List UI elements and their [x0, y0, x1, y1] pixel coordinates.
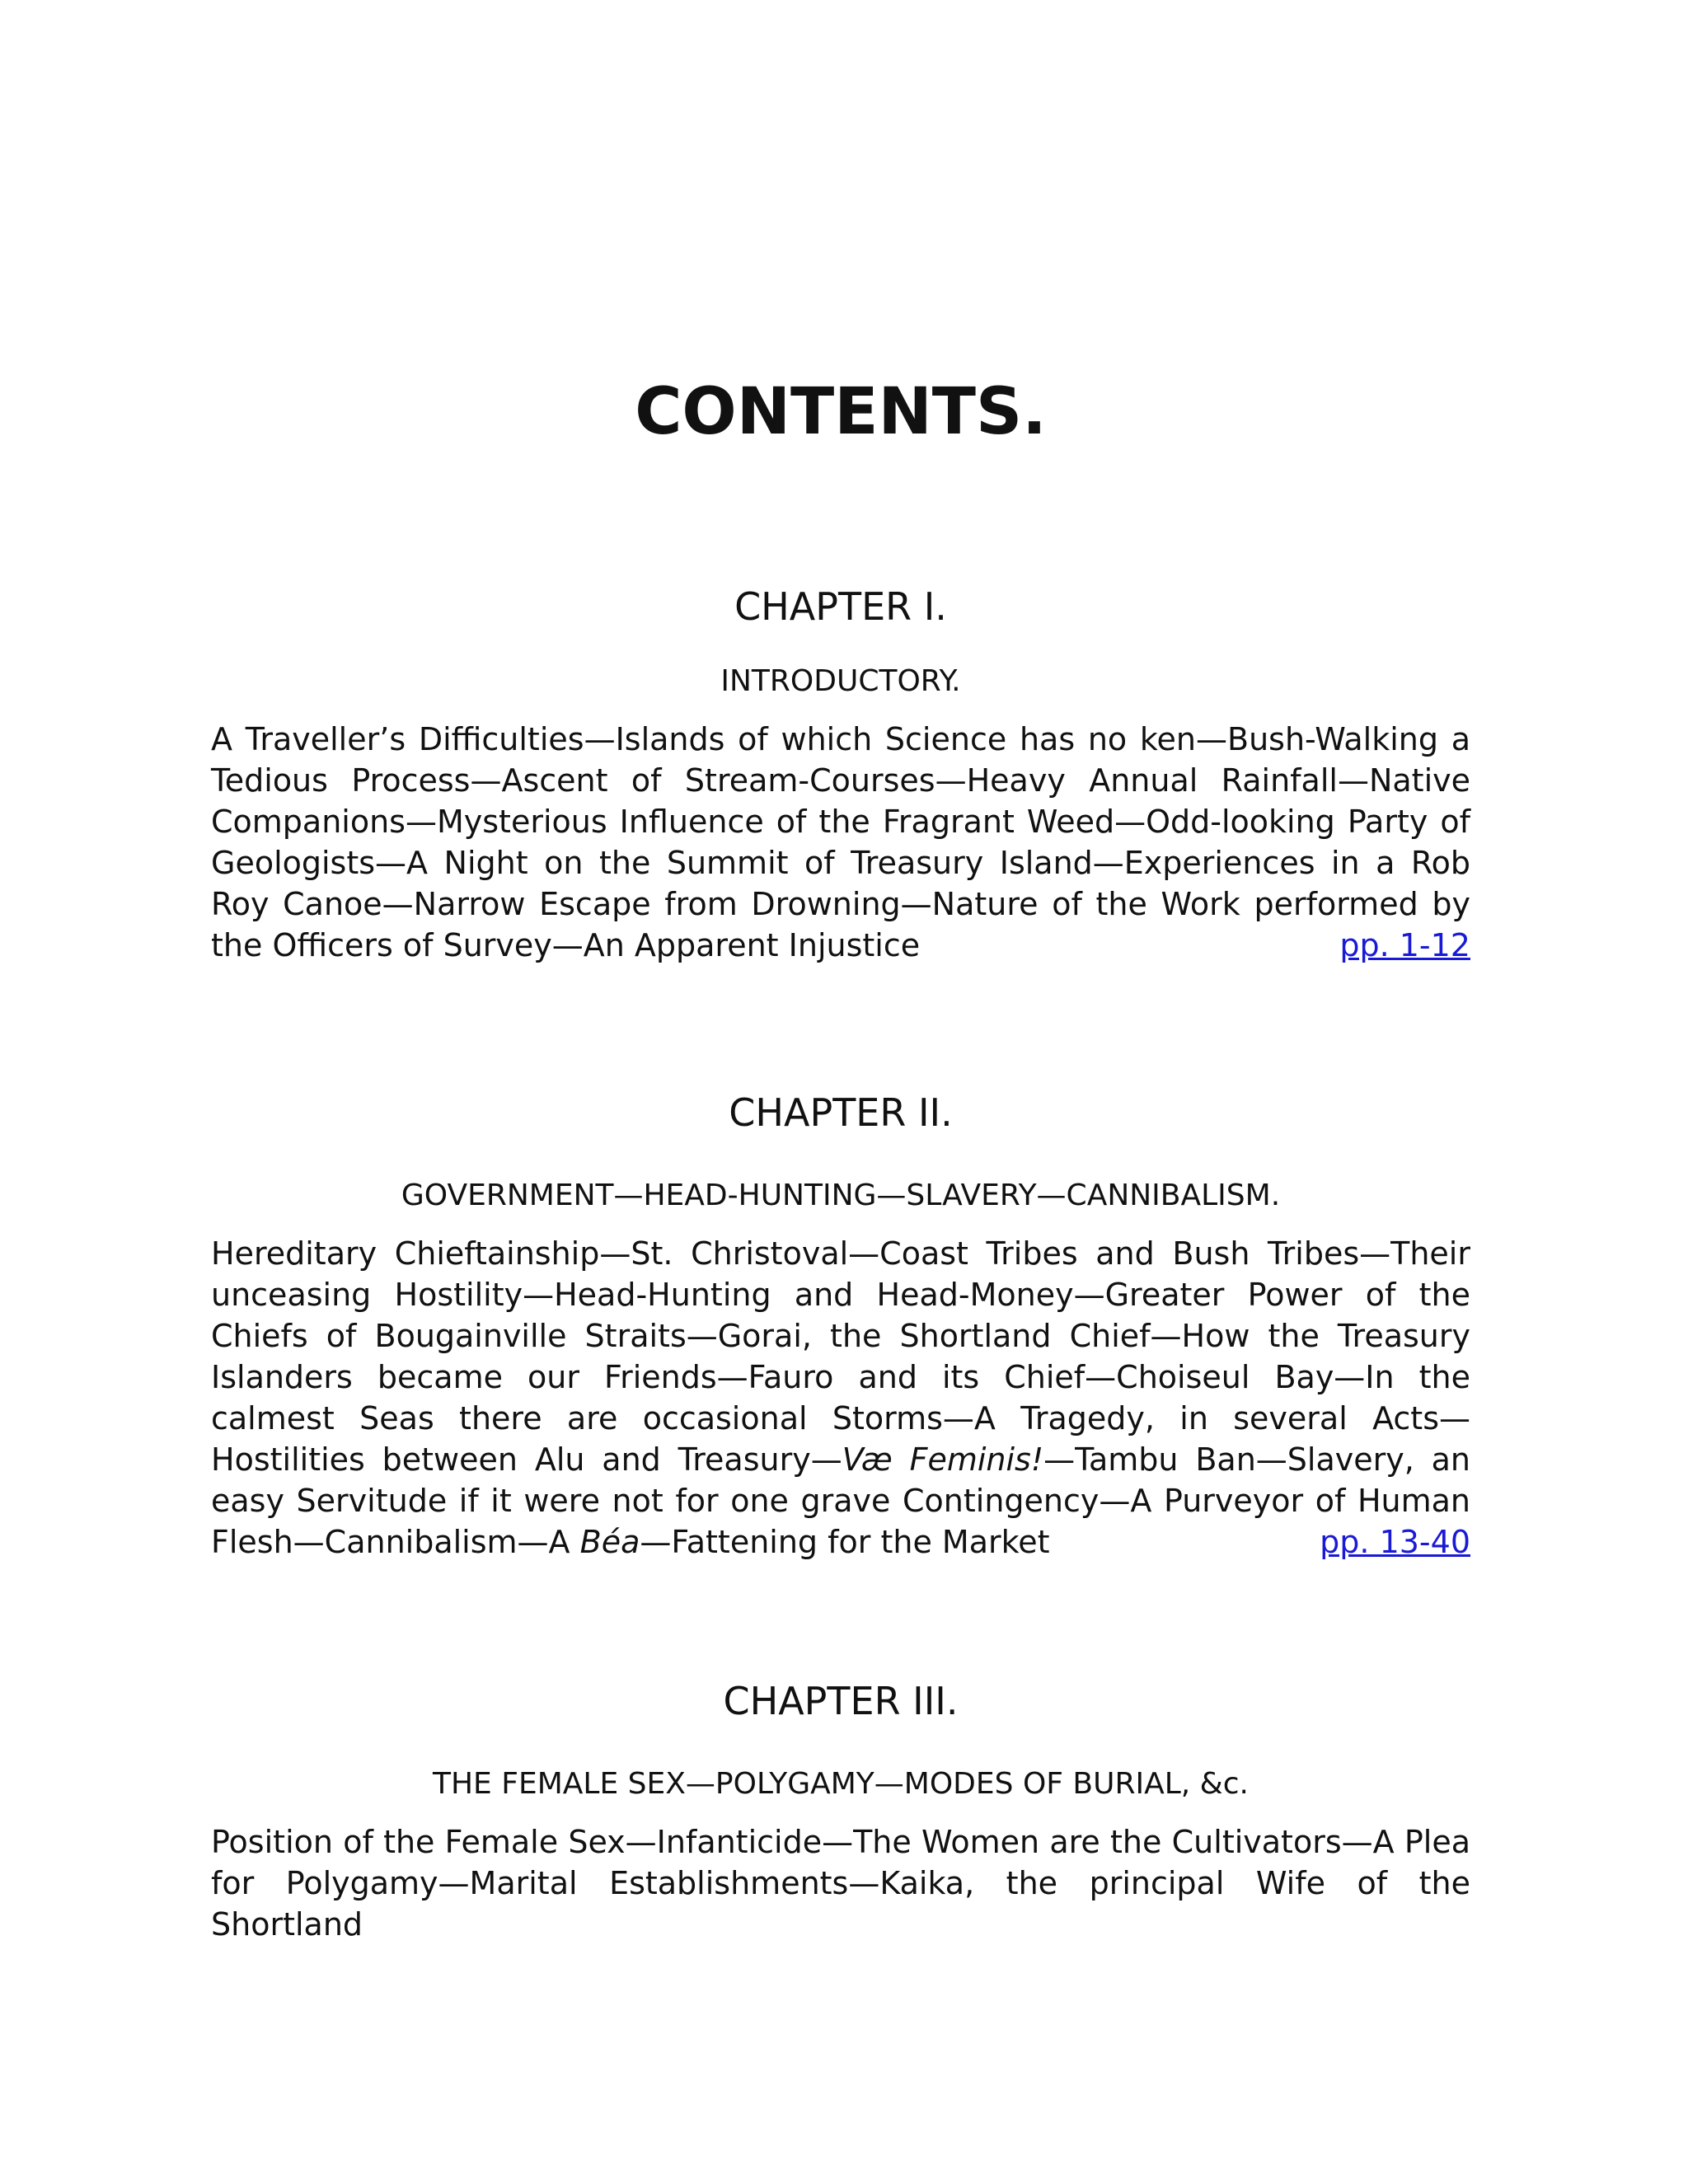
chapter-3 — [211, 1676, 1470, 1945]
page-title: CONTENTS. — [635, 375, 1047, 449]
chapter-heading: CHAPTER II. — [729, 1090, 953, 1135]
chapter-heading: CHAPTER I. — [734, 584, 947, 629]
chapter-subtitle: GOVERNMENT—HEAD-HUNTING—SLAVERY—CANNIBALISM. — [401, 1179, 1281, 1212]
page-range-link[interactable]: pp. 1-12 — [1339, 927, 1470, 963]
chapter-subtitle: INTRODUCTORY. — [720, 664, 961, 698]
chapter-1 — [211, 582, 1470, 966]
summary-italic-text: Væ Feminis! — [842, 1441, 1044, 1478]
summary-text: Hereditary Chieftainship—St. Christoval—Coast Tribes and Bush Tribes—Their unceasing Hostility—Head-Hunting and Head-Money—Greater Power of the Chiefs of Bougainville Straits—Gorai, the Shortland Chief—How the Treasury Islanders became our Friends—Fauro and its Chief—Choiseul Bay—In the calmest Seas there are occasional Storms—A Tragedy, in several Acts—Hostilities between Alu and Treasury— — [211, 1235, 1470, 1478]
summary-text: —Tambu Ban—Slavery, an easy Servitude if it were not for one grave Contingency—A Purveyor of Human Flesh—Cannibalism—A — [211, 1441, 1471, 1560]
summary-italic-text: Béa — [579, 1524, 640, 1560]
chapter-subtitle: THE FEMALE SEX—POLYGAMY—MODES OF BURIAL, &c. — [433, 1767, 1249, 1801]
chapter-2 — [211, 1088, 1470, 1563]
summary-text: —Fattening for the Market — [640, 1524, 1050, 1560]
chapter-heading: CHAPTER III. — [723, 1679, 959, 1723]
chapter-summary — [211, 719, 1470, 966]
chapter-summary — [211, 1233, 1470, 1563]
chapter-summary: Position of the Female Sex—Infanticide—The Women are the Cultivators—A Plea for Polygamy—Marital Establishments—Kaika, the principal Wife of the Shortland — [211, 1824, 1470, 1943]
summary-text: A Traveller’s Difficulties—Islands of which Science has no ken—Bush-Walking a Tedious Process—Ascent of Stream-Courses—Heavy Annual Rainfall—Native Companions—Mysterious Influence of the Fragrant Weed—Odd-looking Party of Geologists—A Night on the Summit of Treasury Island—Experiences in a Rob Roy Canoe—Narrow Escape from Drowning—Nature of the Work performed by the Officers of Survey—An Apparent Injustice — [211, 721, 1470, 963]
page-range-link[interactable]: pp. 13-40 — [1320, 1524, 1470, 1560]
